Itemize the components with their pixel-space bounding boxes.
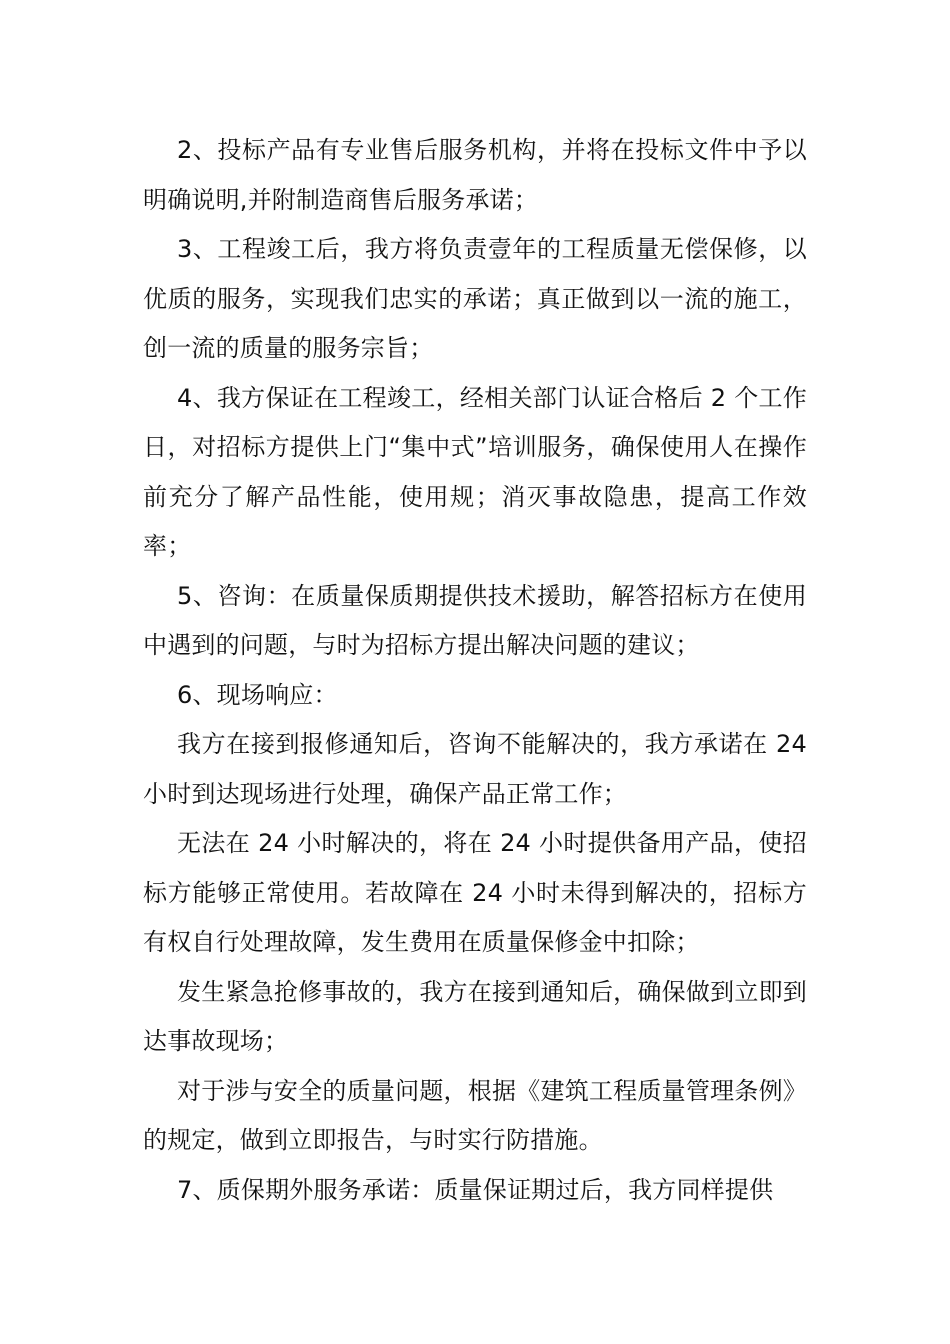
paragraph-response-emergency: 发生紧急抢修事故的，我方在接到通知后，确保做到立即到达事故现场； — [143, 977, 807, 1055]
paragraph-response-safety: 对于涉与安全的质量问题，根据《建筑工程质量管理条例》的规定，做到立即报告，与时实行防措施。 — [143, 1076, 807, 1154]
paragraph-item-7: 7、质保期外服务承诺：质量保证期过后，我方同样提供 — [177, 1175, 774, 1204]
paragraph-item-6-heading: 6、现场响应： — [177, 680, 338, 709]
document-page — [143, 126, 807, 1215]
paragraph-item-2: 2、投标产品有专业售后服务机构，并将在投标文件中予以明确说明,并附制造商售后服务承诺； — [143, 136, 807, 214]
paragraph-response-arrival: 我方在接到报修通知后，咨询不能解决的，我方承诺在 24 小时到达现场进行处理，确保产品正常工作； — [143, 730, 807, 808]
paragraph-item-5: 5、咨询：在质量保质期提供技术援助，解答招标方在使用中遇到的问题，与时为招标方提出解决问题的建议； — [143, 581, 807, 659]
paragraph-item-4: 4、我方保证在工程竣工，经相关部门认证合格后 2 个工作日，对招标方提供上门“集中式”培训服务，确保使用人在操作前充分了解产品性能，使用规；消灭事故隐患，提高工作效率； — [143, 383, 807, 560]
paragraph-item-3: 3、工程竣工后，我方将负责壹年的工程质量无偿保修，以优质的服务，实现我们忠实的承诺；真正做到以一流的施工，创一流的质量的服务宗旨； — [143, 235, 807, 362]
paragraph-response-backup: 无法在 24 小时解决的，将在 24 小时提供备用产品，使招标方能够正常使用。若故障在 24 小时未得到解决的，招标方有权自行处理故障，发生费用在质量保修金中扣除； — [143, 829, 807, 956]
